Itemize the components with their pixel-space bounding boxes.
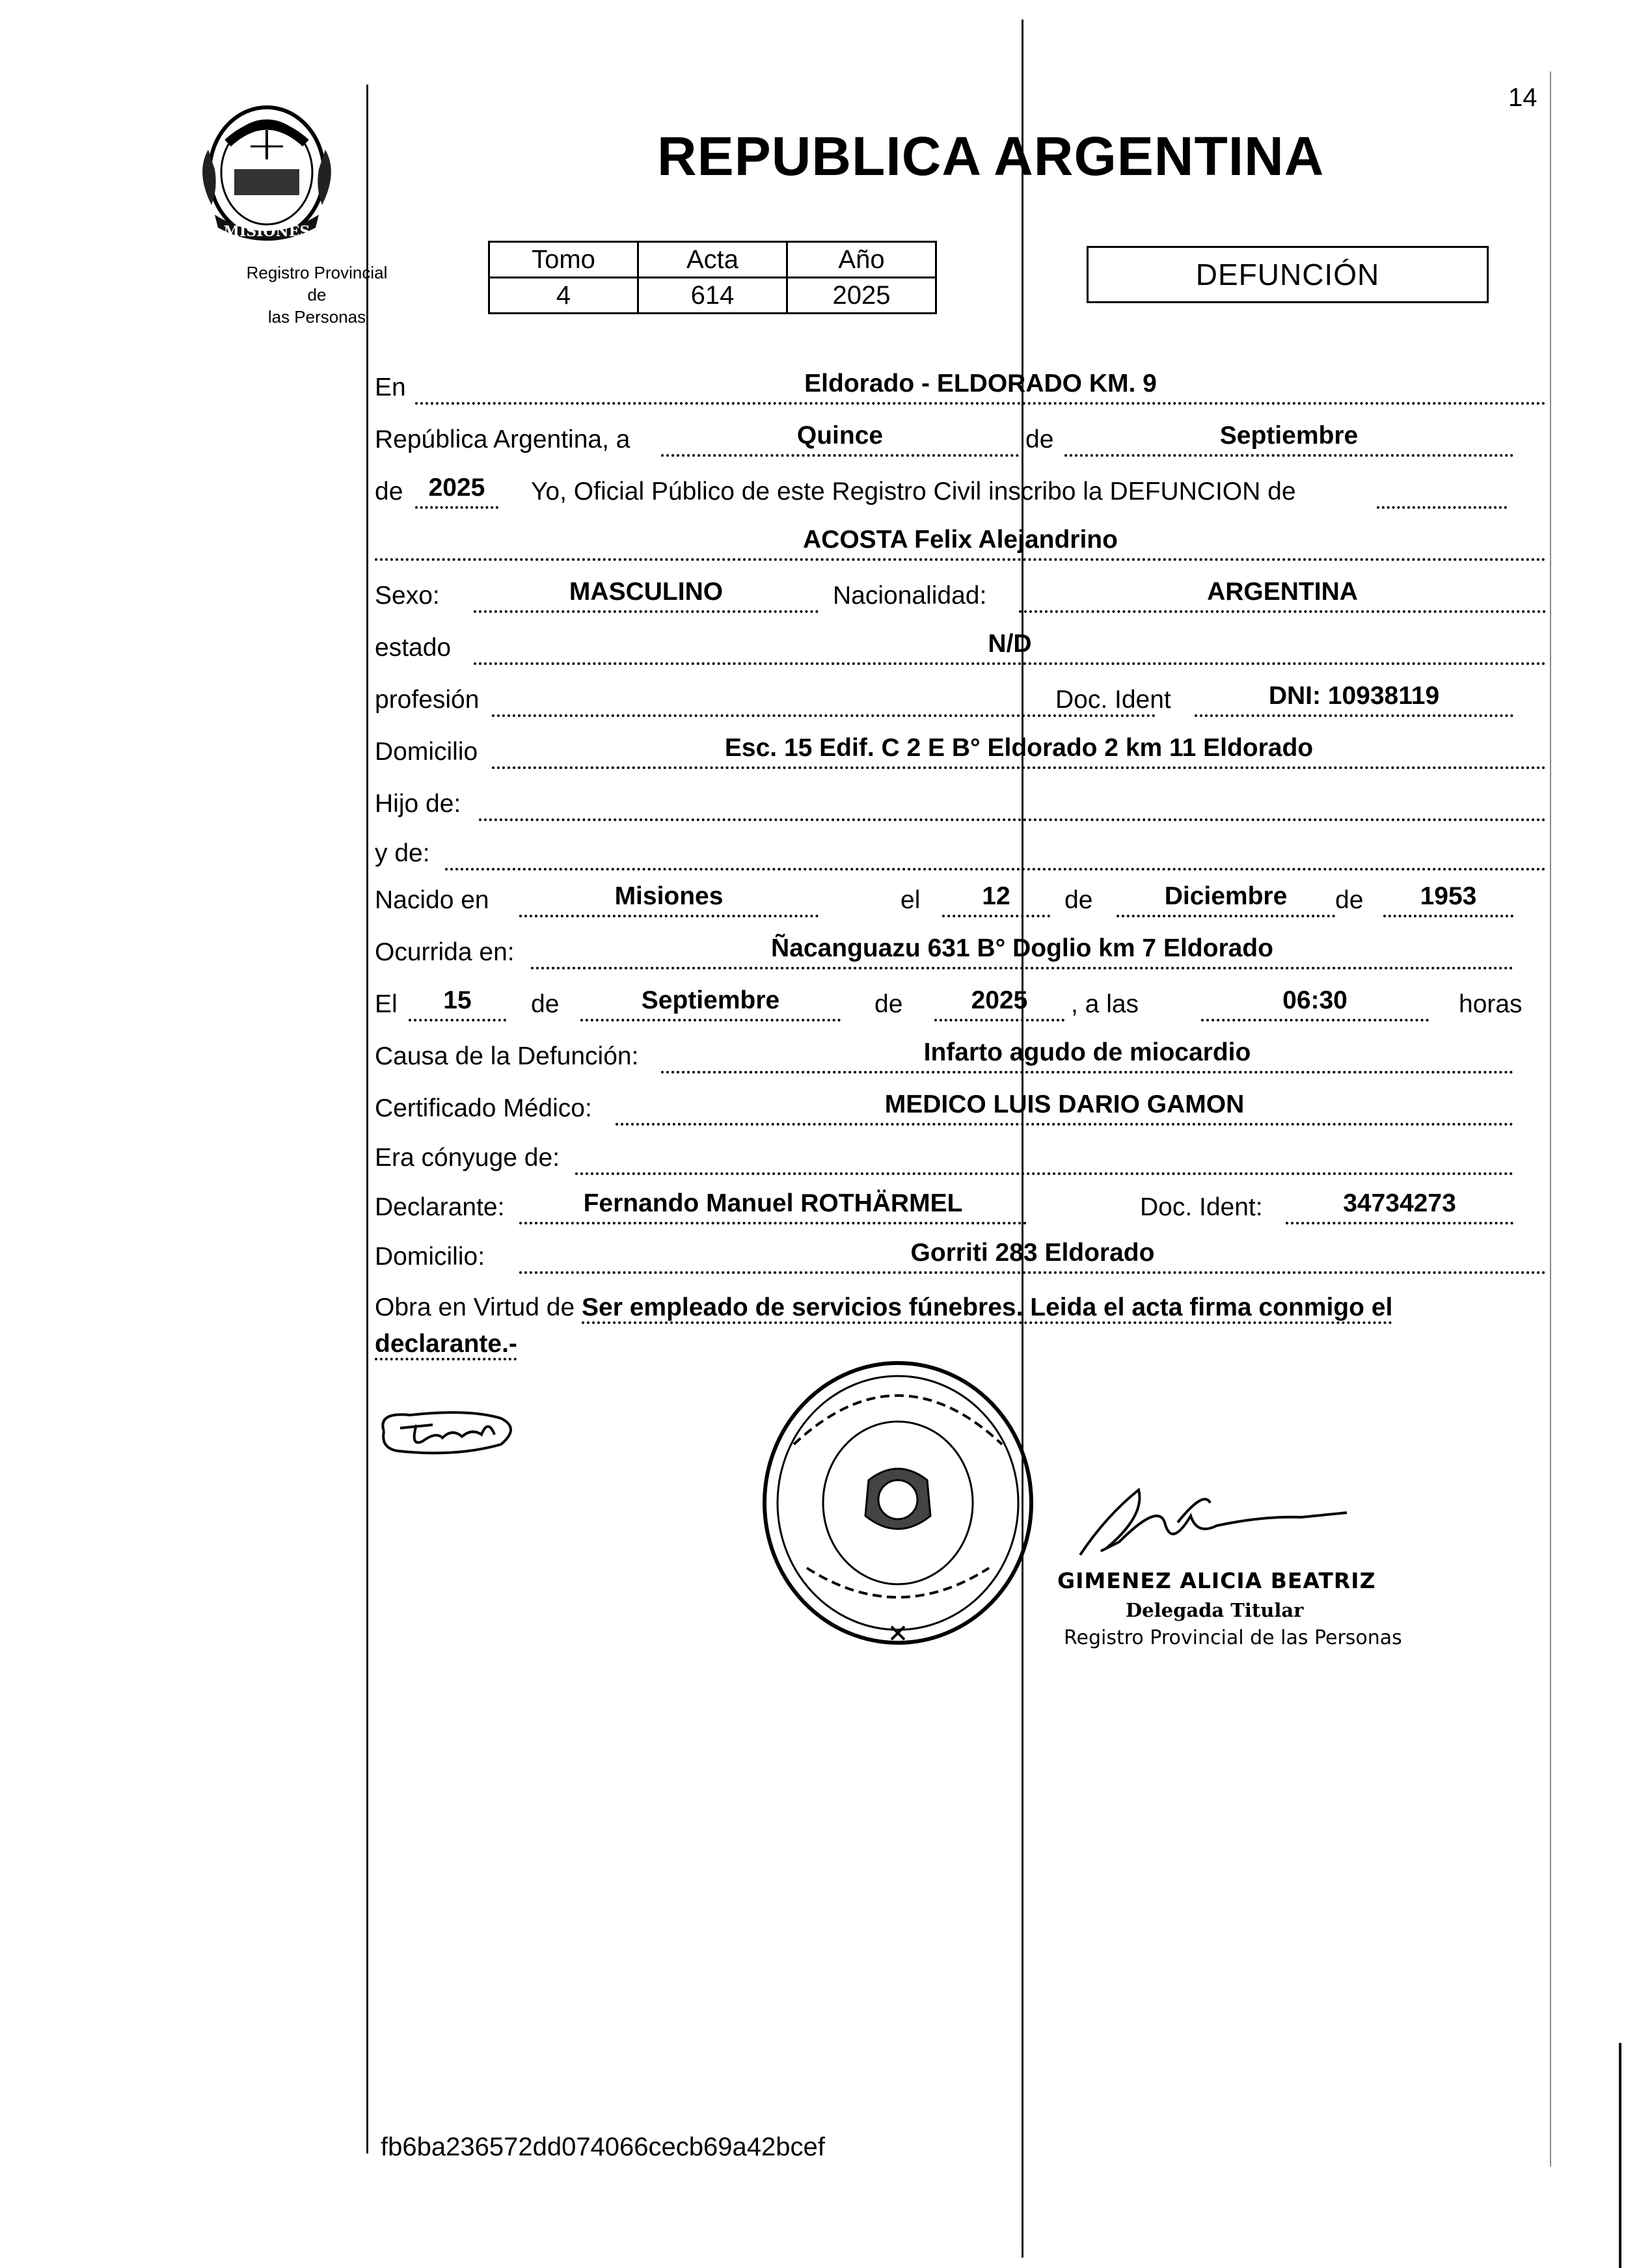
row-estado <box>375 630 1546 669</box>
republica-label: República Argentina, a <box>375 425 630 453</box>
row-domicilio <box>375 734 1546 773</box>
registry-label <box>236 262 398 328</box>
doc-ident-value: DNI: 10938119 <box>1195 682 1513 717</box>
el-label: el <box>901 886 921 914</box>
row-sexo <box>375 578 1546 617</box>
page-title: REPUBLICA ARGENTINA <box>657 126 1325 187</box>
domicilio2-value: Gorriti 283 Eldorado <box>519 1239 1546 1274</box>
doc-ident2-value: 34734273 <box>1286 1189 1513 1224</box>
birth-month-value: Diciembre <box>1117 882 1335 917</box>
de-label-3: de <box>1064 886 1093 914</box>
table-value-row <box>489 278 936 314</box>
header-acta: Acta <box>638 242 787 278</box>
de-label-1: de <box>1025 425 1054 453</box>
domicilio2-label: Domicilio: <box>375 1243 485 1271</box>
row-death-date <box>375 986 1546 1025</box>
page-number: 14 <box>1508 83 1537 112</box>
right-edge-line <box>1619 2043 1621 2268</box>
row-hijo <box>375 786 1546 825</box>
declarant-signature-icon <box>371 1399 527 1464</box>
certificado-value: MEDICO LUIS DARIO GAMON <box>616 1090 1513 1126</box>
row-conyuge <box>375 1140 1546 1179</box>
day-words-value: Quince <box>661 422 1019 457</box>
row-yde <box>375 835 1546 874</box>
obra-value-line1: Ser empleado de servicios fúnebres. Leida el acta firma conmigo el <box>582 1293 1393 1321</box>
death-year-value: 2025 <box>934 986 1064 1021</box>
sexo-value: MASCULINO <box>474 578 819 613</box>
document-hash: fb6ba236572dd074066cecb69a42bcef <box>381 2133 825 2161</box>
value-tomo: 4 <box>489 278 638 314</box>
hijo-value <box>479 786 1546 821</box>
header-ano: Año <box>787 242 936 278</box>
en-label: En <box>375 373 406 401</box>
obra-label: Obra en Virtud de <box>375 1293 575 1321</box>
table-header-row <box>489 242 936 278</box>
death-month-value: Septiembre <box>580 986 841 1021</box>
obra-value-line2: declarante.- <box>375 1330 517 1358</box>
official-seal-icon <box>755 1353 1041 1653</box>
declarante-value: Fernando Manuel ROTHÄRMEL <box>519 1189 1027 1224</box>
horas-label: horas <box>1459 990 1523 1018</box>
de-label-5: de <box>531 990 560 1018</box>
nacido-label: Nacido en <box>375 886 489 914</box>
conyuge-label: Era cónyuge de: <box>375 1144 560 1172</box>
birth-day-value: 12 <box>942 882 1050 917</box>
nacido-value: Misiones <box>519 882 819 917</box>
estado-value: N/D <box>474 630 1546 665</box>
birth-year-value: 1953 <box>1383 882 1513 917</box>
deceased-name-value: ACOSTA Felix Alejandrino <box>375 526 1546 561</box>
row-profesion <box>375 682 1546 721</box>
oficial-text: Yo, Oficial Público de este Registro Civil inscribo la DEFUNCION de <box>531 478 1296 506</box>
en-value: Eldorado - ELDORADO KM. 9 <box>415 370 1546 405</box>
sexo-label: Sexo: <box>375 582 440 610</box>
ocurrida-label: Ocurrida en: <box>375 938 515 966</box>
death-time-value: 06:30 <box>1201 986 1429 1021</box>
row-date-words <box>375 422 1546 461</box>
nacionalidad-label: Nacionalidad: <box>833 582 987 610</box>
row-oficial <box>375 474 1546 513</box>
registry-label-line2: las Personas <box>267 307 366 327</box>
domicilio-value: Esc. 15 Edif. C 2 E B° Eldorado 2 km 11 Eldorado <box>492 734 1546 769</box>
yde-label: y de: <box>375 839 430 867</box>
row-declarante <box>375 1189 1546 1228</box>
value-acta: 614 <box>638 278 787 314</box>
value-ano: 2025 <box>787 278 936 314</box>
yde-value <box>445 835 1546 871</box>
row-en <box>375 370 1546 409</box>
province-emblem-icon <box>189 98 345 247</box>
death-day-value: 15 <box>409 986 506 1021</box>
row-obra <box>375 1289 1546 1362</box>
domicilio-label: Domicilio <box>375 738 478 766</box>
causa-label: Causa de la Defunción: <box>375 1042 639 1070</box>
right-margin-line <box>1550 72 1551 2167</box>
hijo-label: Hijo de: <box>375 790 461 818</box>
de-label-6: de <box>874 990 903 1018</box>
doc-ident2-label: Doc. Ident: <box>1140 1193 1263 1221</box>
profesion-label: profesión <box>375 686 480 714</box>
official-office: Registro Provincial de las Personas <box>1064 1627 1402 1649</box>
reference-table <box>488 241 937 314</box>
nacionalidad-value: ARGENTINA <box>1019 578 1546 613</box>
row-domicilio2 <box>375 1239 1546 1278</box>
left-margin-line <box>366 85 368 2153</box>
alas-label: , a las <box>1071 990 1139 1018</box>
year-value: 2025 <box>415 474 498 509</box>
row-certificado <box>375 1090 1546 1129</box>
row-deceased-name <box>375 526 1546 565</box>
el2-label: El <box>375 990 398 1018</box>
svg-text:MISIONES: MISIONES <box>223 223 310 240</box>
official-signature-icon <box>1067 1477 1373 1568</box>
row-nacido <box>375 882 1546 921</box>
month-value: Septiembre <box>1064 422 1513 457</box>
row-ocurrida <box>375 934 1546 973</box>
de-label-4: de <box>1335 886 1364 914</box>
ocurrida-value: Ñacanguazu 631 B° Doglio km 7 Eldorado <box>531 934 1513 969</box>
certificado-label: Certificado Médico: <box>375 1094 592 1122</box>
header-tomo: Tomo <box>489 242 638 278</box>
official-name: GIMENEZ ALICIA BEATRIZ <box>1057 1568 1376 1593</box>
estado-label: estado <box>375 634 452 662</box>
fold-line <box>1022 20 1023 2258</box>
de-label-2: de <box>375 478 403 506</box>
causa-value: Infarto agudo de miocardio <box>661 1038 1513 1073</box>
doc-ident-label: Doc. Ident <box>1055 686 1171 714</box>
registry-label-line1: Registro Provincial de <box>246 263 388 304</box>
oficial-blank <box>1377 474 1507 509</box>
declarante-label: Declarante: <box>375 1193 505 1221</box>
official-role: Delegada Titular <box>1126 1599 1304 1621</box>
row-causa <box>375 1038 1546 1077</box>
conyuge-value <box>575 1140 1513 1175</box>
document-type-box: DEFUNCIÓN <box>1087 246 1489 303</box>
